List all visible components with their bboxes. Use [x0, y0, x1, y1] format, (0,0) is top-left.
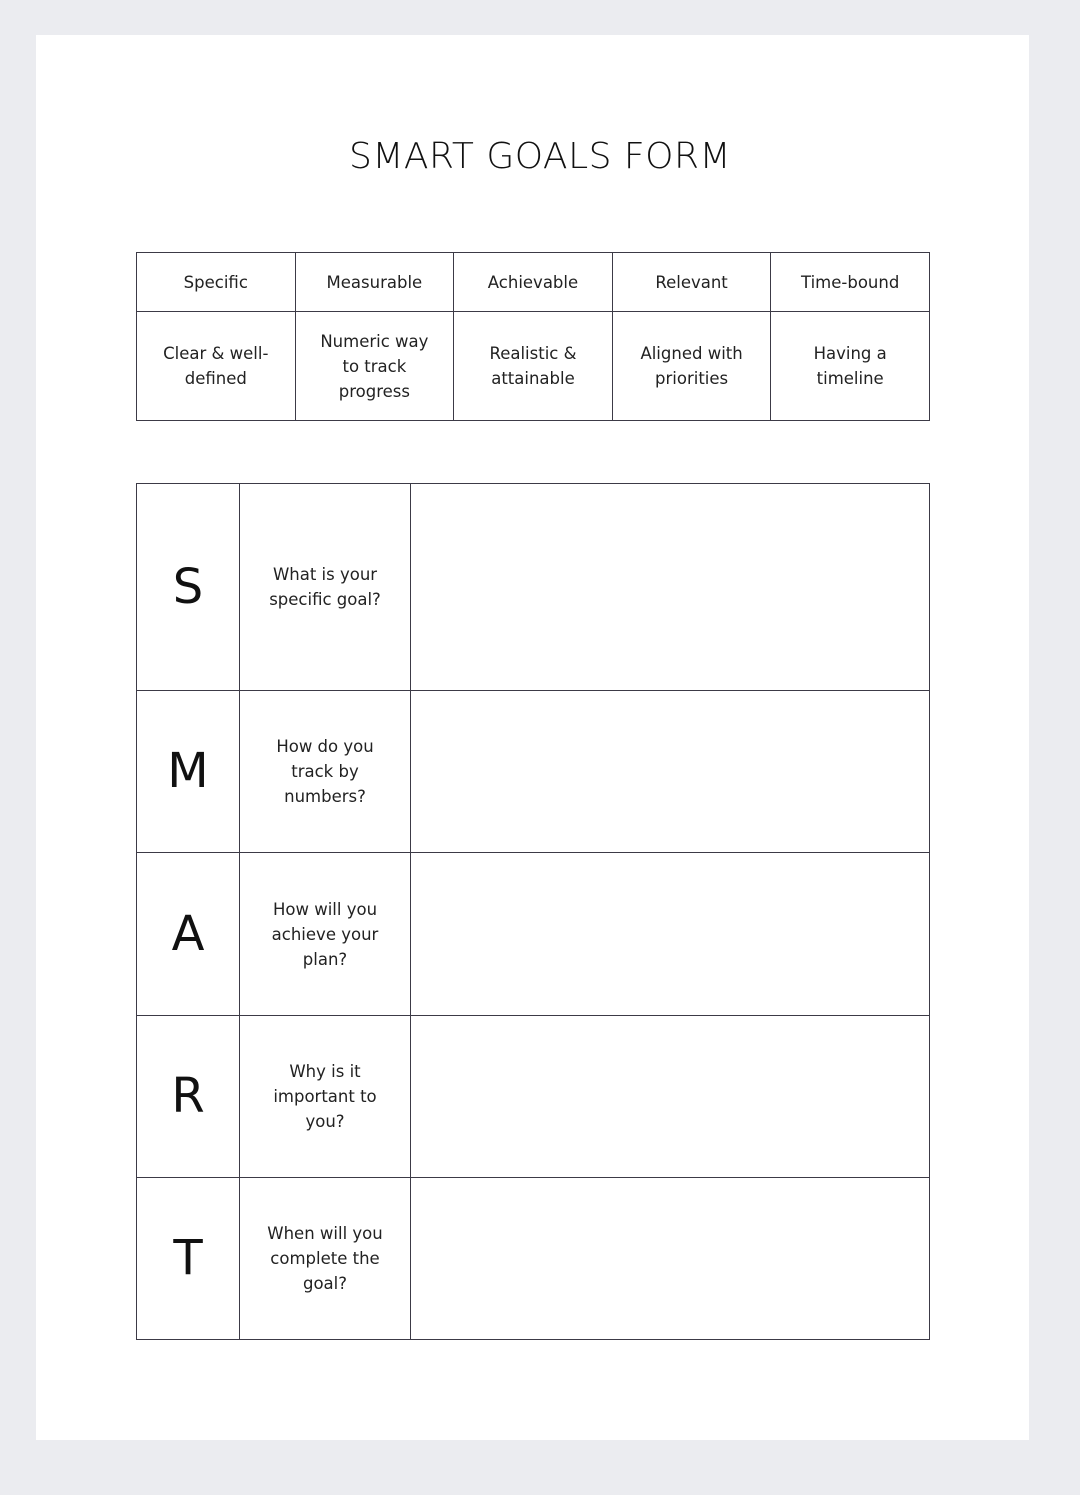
row-question: When will you complete the goal?	[240, 1178, 411, 1340]
criteria-description: Aligned with priorities	[612, 312, 771, 421]
page-title: SMART GOALS FORM	[348, 136, 732, 177]
row-letter: A	[137, 853, 240, 1016]
row-question: Why is it important to you?	[240, 1016, 411, 1178]
row-letter: R	[137, 1016, 240, 1178]
criteria-name: Specific	[137, 253, 296, 312]
smart-criteria-table	[136, 252, 930, 421]
smart-goals-table	[136, 483, 930, 1340]
criteria-description: Clear & well-defined	[137, 312, 296, 421]
row-question: What is your specific goal?	[240, 484, 411, 691]
row-question: How will you achieve your plan?	[240, 853, 411, 1016]
answer-field[interactable]	[411, 853, 930, 1016]
answer-field[interactable]	[411, 691, 930, 853]
criteria-name: Measurable	[295, 253, 454, 312]
answer-field[interactable]	[411, 1178, 930, 1340]
criteria-description: Having a timeline	[771, 312, 930, 421]
row-letter: T	[137, 1178, 240, 1340]
row-letter: M	[137, 691, 240, 853]
row-letter: S	[137, 484, 240, 691]
criteria-name: Relevant	[612, 253, 771, 312]
answer-field[interactable]	[411, 1016, 930, 1178]
answer-field[interactable]	[411, 484, 930, 691]
criteria-description: Numeric way to track progress	[295, 312, 454, 421]
criteria-name: Achievable	[454, 253, 613, 312]
criteria-description: Realistic & attainable	[454, 312, 613, 421]
criteria-name: Time-bound	[771, 253, 930, 312]
row-question: How do you track by numbers?	[240, 691, 411, 853]
